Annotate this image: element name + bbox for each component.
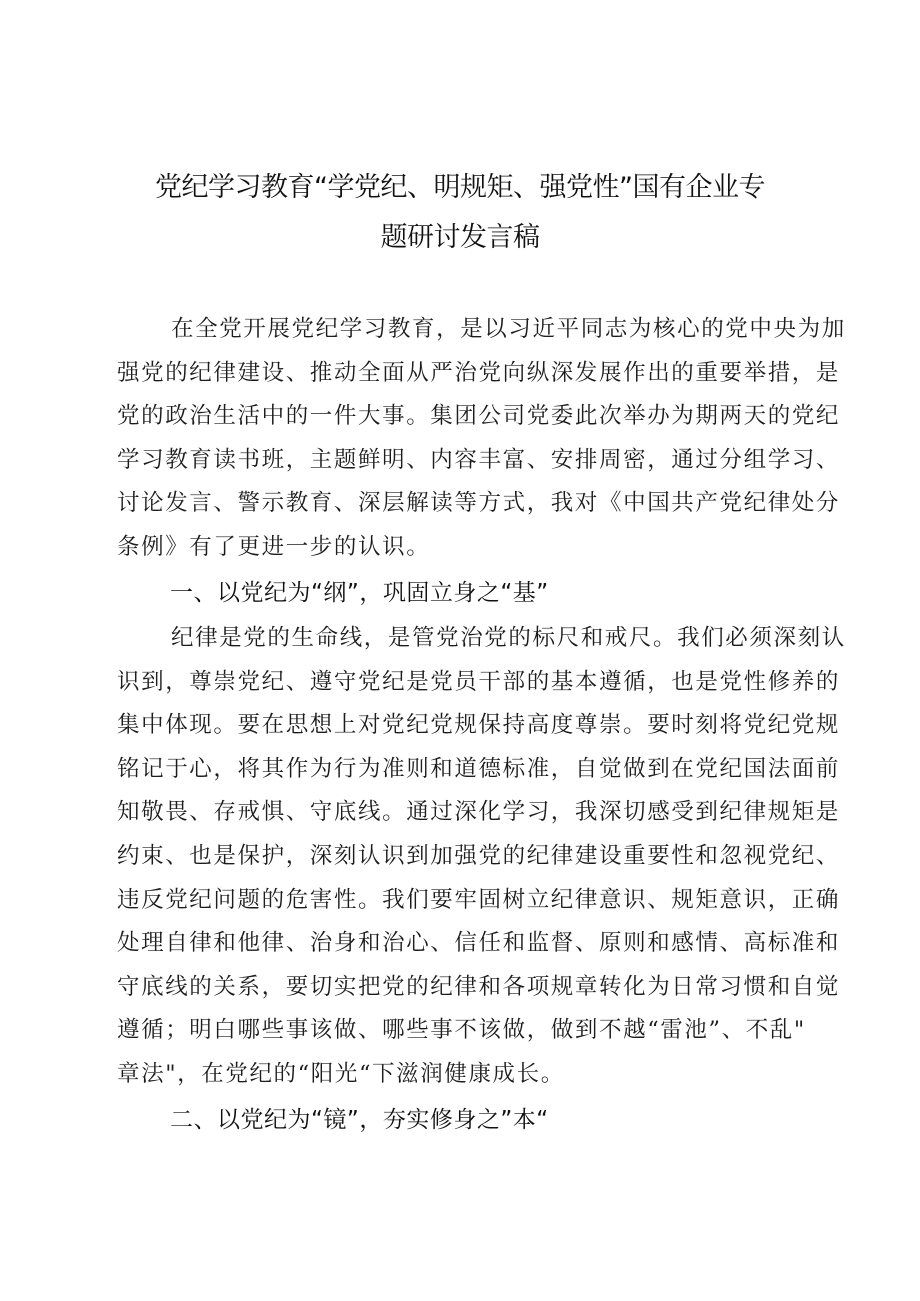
paragraph-line: 知敬畏、存戒惧、守底线。通过深化学习，我深切感受到纪律规矩是	[117, 799, 841, 826]
paragraph-line: 铭记于心，将其作为行为准则和道德标准，自觉做到在党纪国法面前	[117, 755, 841, 782]
document-title	[100, 163, 820, 263]
paragraph-line: 约束、也是保护，深刻认识到加强党的纪律建设重要性和忽视党纪、	[117, 842, 841, 869]
intro-paragraph	[117, 308, 846, 570]
paragraph-line: 遵循；明白哪些事该做、哪些事不该做，做到不越“雷池”、不乱"	[117, 1017, 806, 1044]
paragraph-line: 讨论发言、警示教育、深层解读等方式，我对《中国共产党纪律处分	[117, 490, 841, 517]
paragraph-line: 集中体现。要在思想上对党纪党规保持高度尊崇。要时刻将党纪党规	[117, 712, 841, 739]
title-line: 题研讨发言稿	[380, 222, 540, 253]
section-heading-1: 一、以党纪为“纲”，巩固立身之“基”	[170, 580, 549, 606]
paragraph-line: 识到，尊崇党纪、遵守党纪是党员干部的基本遵循，也是党性修养的	[117, 668, 841, 695]
paragraph-line: 纪律是党的生命线，是管党治党的标尺和戒尺。我们必须深刻认	[171, 625, 846, 651]
paragraph-line: 党的政治生活中的一件大事。集团公司党委此次举办为期两天的党纪	[117, 403, 841, 430]
paragraph-line: 条例》有了更进一步的认识。	[117, 533, 431, 560]
paragraph-line: 强党的纪律建设、推动全面从严治党向纵深发展作出的重要举措，是	[117, 359, 841, 386]
paragraph-line: 章法"，在党纪的“阳光“下滋润健康成长。	[117, 1060, 565, 1087]
paragraph-line: 学习教育读书班，主题鲜明、内容丰富、安排周密，通过分组学习、	[117, 446, 841, 473]
paragraph-line: 处理自律和他律、治身和治心、信任和监督、原则和感情、高标准和	[117, 930, 841, 957]
paragraph-line: 在全党开展党纪学习教育，是以习近平同志为核心的党中央为加	[171, 316, 846, 342]
section-1-paragraph	[117, 617, 846, 1097]
section-heading-2: 二、以党纪为“镜”，夯实修身之”本“	[170, 1107, 549, 1133]
paragraph-line: 违反党纪问题的危害性。我们要牢固树立纪律意识、规矩意识，正确	[117, 886, 841, 913]
paragraph-line: 守底线的关系，要切实把党的纪律和各项规章转化为日常习惯和自觉	[117, 973, 841, 1000]
title-line: 党纪学习教育“学党纪、明规矩、强党性”国有企业专	[155, 172, 765, 203]
